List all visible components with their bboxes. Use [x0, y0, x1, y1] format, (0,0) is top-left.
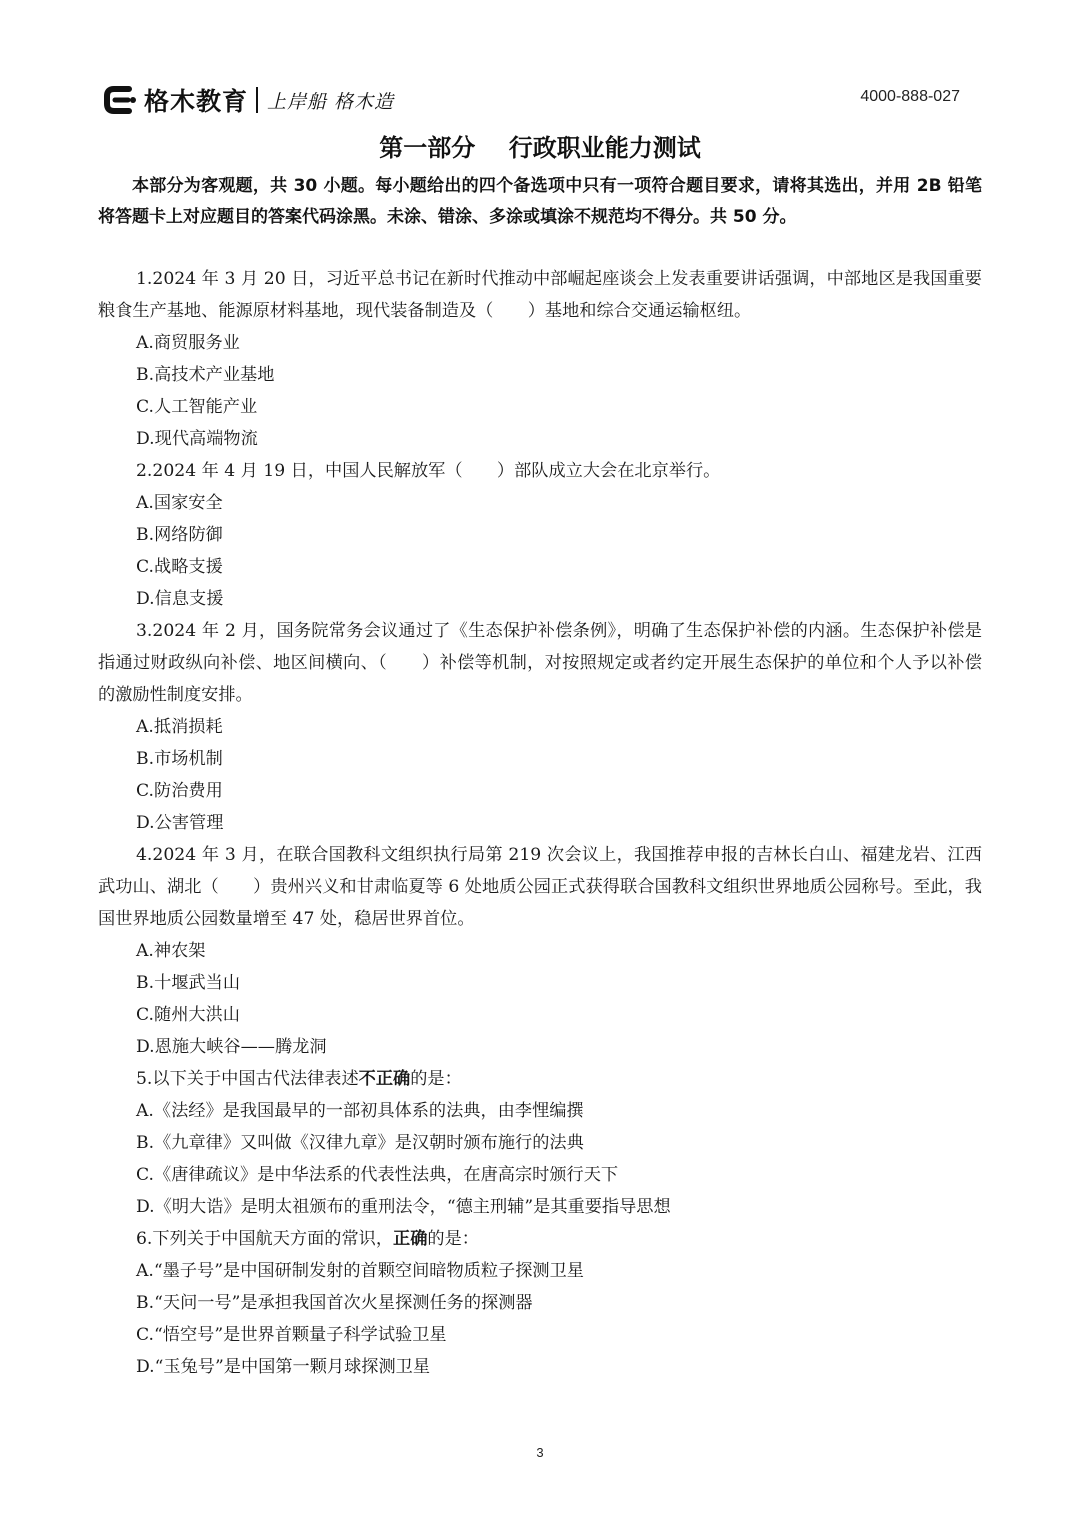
option-b: B.高技术产业基地	[136, 365, 275, 385]
brand-name: 格木教育	[144, 87, 249, 116]
brand-logo	[104, 80, 394, 120]
question-stem: 3.2024 年 2 月，国务院常务会议通过了《生态保护补偿条例》，明确了生态保护补偿的内涵。生态保护补偿是指通过财政纵向补偿、地区间横向、（ ）补偿等机制，对按照规定或者约定开展生态保护的单位和个人予以补偿的激励性制度安排。	[98, 621, 982, 705]
option-d: D.信息支援	[136, 589, 224, 609]
question-stem-suffix: 的是：	[427, 1229, 479, 1249]
option-b: B.市场机制	[136, 749, 223, 769]
option-b: B.网络防御	[136, 525, 223, 545]
option-d: D.恩施大峡谷——腾龙洞	[136, 1037, 327, 1057]
section-instructions: 本部分为客观题，共 30 小题。每小题给出的四个备选项中只有一项符合题目要求，请将其选出，并用 2B 铅笔将答题卡上对应题目的答案代码涂黑。未涂、错涂、多涂或填涂不规范均不得分。共 50 分。	[98, 176, 982, 227]
question-list	[98, 263, 982, 1383]
question-stem-emphasis: 不正确	[358, 1069, 411, 1089]
option-d: D.《明大诰》是明太祖颁布的重刑法令，“德主刑辅”是其重要指导思想	[136, 1197, 671, 1217]
brand-logo-icon	[104, 83, 138, 117]
option-c: C.人工智能产业	[136, 397, 258, 417]
question-4	[98, 839, 982, 1063]
option-d: D.公害管理	[136, 813, 224, 833]
option-c: C.防治费用	[136, 781, 223, 801]
option-c: C.随州大洪山	[136, 1005, 240, 1025]
option-a: A.神农架	[136, 941, 206, 961]
question-6	[98, 1223, 982, 1383]
option-b: B.《九章律》又叫做《汉律九章》是汉朝时颁布施行的法典	[136, 1133, 584, 1153]
page-number: 3	[536, 1445, 544, 1460]
question-2	[98, 455, 982, 615]
question-5	[98, 1063, 982, 1223]
question-1	[98, 263, 982, 455]
question-stem-text: 5.以下关于中国古代法律表述	[136, 1069, 359, 1089]
question-stem: 1.2024 年 3 月 20 日，习近平总书记在新时代推动中部崛起座谈会上发表重要讲话强调，中部地区是我国重要粮食生产基地、能源原材料基地，现代装备制造及（ ）基地和综合交通运输枢纽。	[98, 269, 982, 321]
option-a: A.商贸服务业	[136, 333, 240, 353]
phone-number: 4000-888-027	[860, 88, 960, 105]
option-a: A.“墨子号”是中国研制发射的首颗空间暗物质粒子探测卫星	[136, 1261, 584, 1281]
option-b: B.“天问一号”是承担我国首次火星探测任务的探测器	[136, 1293, 533, 1313]
page-header	[104, 80, 960, 120]
question-stem-suffix: 的是：	[410, 1069, 462, 1089]
option-a: A.《法经》是我国最早的一部初具体系的法典，由李悝编撰	[136, 1101, 584, 1121]
section-title: 第一部分 行政职业能力测试	[379, 134, 701, 162]
question-stem	[98, 1063, 982, 1095]
option-c: C.战略支援	[136, 557, 223, 577]
option-c: C.“悟空号”是世界首颗量子科学试验卫星	[136, 1325, 447, 1345]
brand-slogan: 上岸船 格木造	[267, 90, 395, 113]
question-stem-emphasis: 正确	[393, 1229, 428, 1249]
option-d: D.现代高端物流	[136, 429, 258, 449]
option-d: D.“玉兔号”是中国第一颗月球探测卫星	[136, 1357, 431, 1377]
question-stem	[98, 1223, 982, 1255]
question-stem: 4.2024 年 3 月，在联合国教科文组织执行局第 219 次会议上，我国推荐申报的吉林长白山、福建龙岩、江西武功山、湖北（ ）贵州兴义和甘肃临夏等 6 处地质公园正式获得联合国教科文组织世界地质公园称号。至此，我国世界地质公园数量增至 47 处，稳居世界首位。	[98, 845, 982, 929]
question-3	[98, 615, 982, 839]
brand-divider	[256, 87, 258, 113]
question-stem: 2.2024 年 4 月 19 日，中国人民解放军（ ）部队成立大会在北京举行。	[136, 461, 721, 481]
question-stem-text: 6.下列关于中国航天方面的常识，	[136, 1229, 394, 1249]
option-b: B.十堰武当山	[136, 973, 241, 993]
option-a: A.抵消损耗	[136, 717, 223, 737]
option-a: A.国家安全	[136, 493, 223, 513]
option-c: C.《唐律疏议》是中华法系的代表性法典，在唐高宗时颁行天下	[136, 1165, 619, 1185]
